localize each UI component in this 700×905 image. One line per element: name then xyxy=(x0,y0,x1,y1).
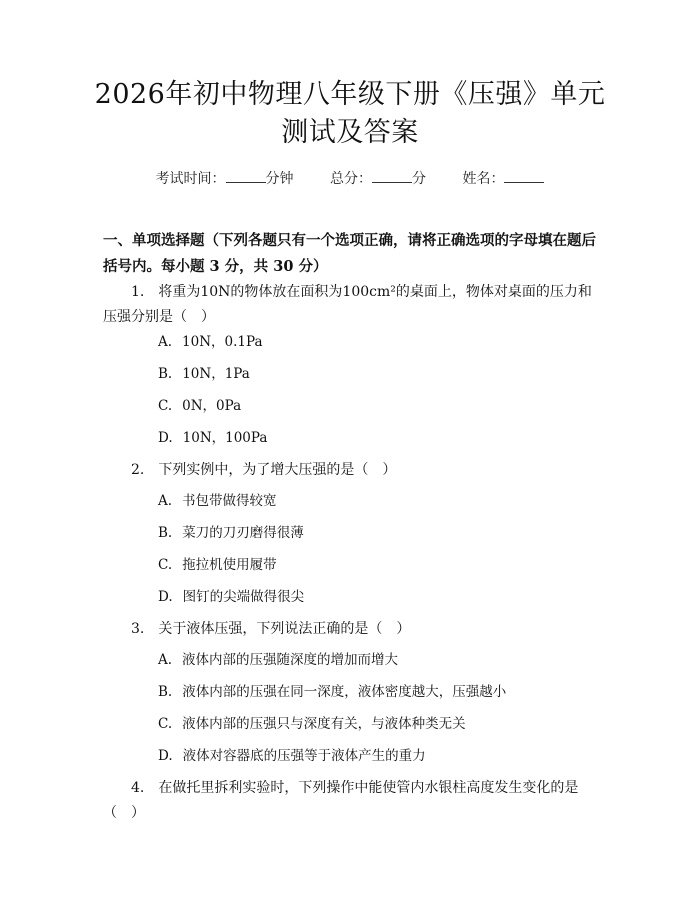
option-letter: C. xyxy=(158,557,173,573)
option-letter: B. xyxy=(158,525,173,541)
total-score-field xyxy=(330,171,426,187)
student-name-label: 姓名： xyxy=(462,171,505,187)
option-letter: D. xyxy=(158,748,173,764)
option-text: 10N，0.1Pa xyxy=(182,334,263,350)
question-number: 2. xyxy=(131,462,145,478)
question-3-option-a xyxy=(158,650,588,670)
document-title: 2026年初中物理八年级下册《压强》单元测试及答案 xyxy=(94,79,606,148)
option-letter: A. xyxy=(158,334,173,350)
option-text: 书包带做得较宽 xyxy=(182,493,277,509)
exam-meta-line xyxy=(0,168,700,188)
option-text: 液体内部的压强在同一深度，液体密度越大，压强越小 xyxy=(182,684,507,700)
exam-time-label: 考试时间： xyxy=(155,171,226,187)
total-score-label: 总分： xyxy=(330,171,372,187)
option-text: 10N，1Pa xyxy=(182,366,250,382)
option-text: 液体内部的压强随深度的增加而增大 xyxy=(182,652,399,668)
option-text: 拖拉机使用履带 xyxy=(182,557,277,573)
question-1 xyxy=(103,280,598,330)
student-name-blank xyxy=(504,170,544,183)
section-heading: 一、单项选择题（下列各题只有一个选项正确，请将正确选项的字母填在题后括号内。每小题 3 分，共 30 分） xyxy=(103,232,596,275)
question-text: 关于液体压强，下列说法正确的是（ ） xyxy=(158,621,411,637)
question-4 xyxy=(103,776,598,826)
option-text: 液体对容器底的压强等于液体产生的重力 xyxy=(182,748,426,764)
question-1-option-a xyxy=(158,332,588,352)
option-text: 液体内部的压强只与深度有关，与液体种类无关 xyxy=(182,716,466,732)
question-2-option-d xyxy=(158,587,588,607)
total-score-unit: 分 xyxy=(412,171,426,187)
option-letter: B. xyxy=(158,684,173,700)
option-text: 图钉的尖端做得很尖 xyxy=(182,589,305,605)
option-text: 0N，0Pa xyxy=(182,398,242,414)
option-text: 10N，100Pa xyxy=(182,430,268,446)
question-text: 将重为10N的物体放在面积为100cm²的桌面上，物体对桌面的压力和压强分别是（ ） xyxy=(103,284,592,325)
question-1-option-d xyxy=(158,428,588,448)
option-letter: B. xyxy=(158,366,173,382)
question-text: 下列实例中，为了增大压强的是（ ） xyxy=(158,462,397,478)
total-score-blank xyxy=(372,170,412,183)
question-number: 4. xyxy=(131,780,145,796)
question-3-option-c xyxy=(158,714,588,734)
question-2 xyxy=(103,458,598,483)
question-text: 在做托里拆利实验时，下列操作中能使管内水银柱高度发生变化的是（ ） xyxy=(103,780,579,821)
option-letter: D. xyxy=(158,589,173,605)
question-1-option-c xyxy=(158,396,588,416)
exam-time-blank xyxy=(226,170,266,183)
question-2-option-b xyxy=(158,523,588,543)
question-3-option-d xyxy=(158,746,588,766)
question-number: 1. xyxy=(131,284,145,300)
option-text: 菜刀的刀刃磨得很薄 xyxy=(182,525,304,541)
question-2-option-c xyxy=(158,555,588,575)
exam-time-field xyxy=(156,171,294,187)
student-name-field xyxy=(462,171,544,187)
question-1-option-b xyxy=(158,364,588,384)
option-letter: C. xyxy=(158,716,173,732)
option-letter: C. xyxy=(158,398,173,414)
question-2-option-a xyxy=(158,491,588,511)
option-letter: D. xyxy=(158,430,173,446)
option-letter: A. xyxy=(158,493,173,509)
question-3 xyxy=(103,617,598,642)
exam-time-unit: 分钟 xyxy=(265,171,294,187)
question-number: 3. xyxy=(131,621,145,637)
question-3-option-b xyxy=(158,682,588,702)
option-letter: A. xyxy=(158,652,173,668)
